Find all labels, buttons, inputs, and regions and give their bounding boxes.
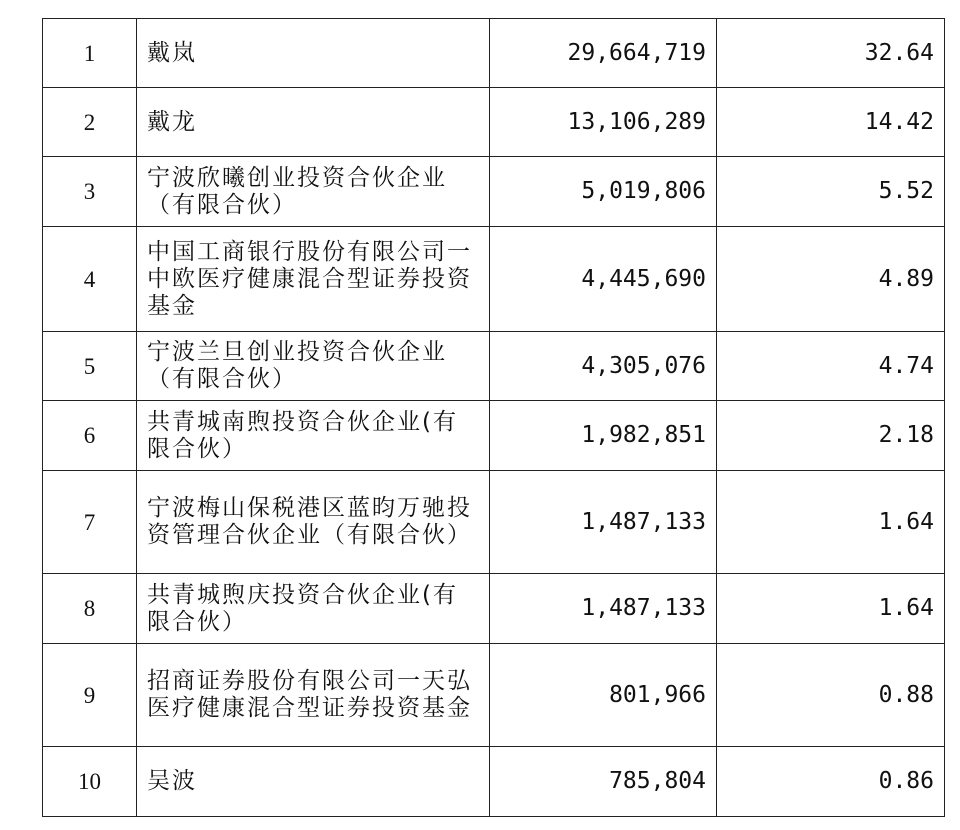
table-row <box>43 644 945 747</box>
percentage-cell: 2.18 <box>717 401 945 471</box>
rank-cell: 7 <box>43 471 137 574</box>
percentage-cell: 1.64 <box>717 574 945 644</box>
rank-cell: 1 <box>43 19 137 88</box>
rank-cell: 4 <box>43 227 137 332</box>
share-count-cell: 1,982,851 <box>490 401 717 471</box>
holder-name-cell: 宁波欣曦创业投资合伙企业（有限合伙） <box>137 157 490 227</box>
table-row <box>43 88 945 157</box>
table-row <box>43 574 945 644</box>
rank-cell: 2 <box>43 88 137 157</box>
rank-cell: 8 <box>43 574 137 644</box>
rank-cell: 5 <box>43 332 137 401</box>
table-row <box>43 227 945 332</box>
percentage-cell: 0.86 <box>717 747 945 817</box>
table-row <box>43 332 945 401</box>
holder-name-cell: 吴波 <box>137 747 490 817</box>
share-count-cell: 13,106,289 <box>490 88 717 157</box>
percentage-cell: 1.64 <box>717 471 945 574</box>
percentage-cell: 5.52 <box>717 157 945 227</box>
share-count-cell: 1,487,133 <box>490 574 717 644</box>
shareholder-table <box>42 18 945 817</box>
share-count-cell: 4,305,076 <box>490 332 717 401</box>
share-count-cell: 801,966 <box>490 644 717 747</box>
share-count-cell: 785,804 <box>490 747 717 817</box>
holder-name-cell: 宁波兰旦创业投资合伙企业（有限合伙） <box>137 332 490 401</box>
shareholder-table-body <box>43 19 945 817</box>
table-row <box>43 747 945 817</box>
share-count-cell: 4,445,690 <box>490 227 717 332</box>
holder-name-cell: 宁波梅山保税港区蓝昀万驰投资管理合伙企业（有限合伙） <box>137 471 490 574</box>
share-count-cell: 29,664,719 <box>490 19 717 88</box>
holder-name-cell: 招商证券股份有限公司一天弘医疗健康混合型证券投资基金 <box>137 644 490 747</box>
rank-cell: 6 <box>43 401 137 471</box>
holder-name-cell: 中国工商银行股份有限公司一中欧医疗健康混合型证券投资基金 <box>137 227 490 332</box>
table-row <box>43 19 945 88</box>
percentage-cell: 0.88 <box>717 644 945 747</box>
holder-name-cell: 共青城南煦投资合伙企业(有限合伙） <box>137 401 490 471</box>
table-row <box>43 471 945 574</box>
percentage-cell: 32.64 <box>717 19 945 88</box>
table-row <box>43 157 945 227</box>
share-count-cell: 1,487,133 <box>490 471 717 574</box>
rank-cell: 10 <box>43 747 137 817</box>
table-row <box>43 401 945 471</box>
holder-name-cell: 戴龙 <box>137 88 490 157</box>
rank-cell: 9 <box>43 644 137 747</box>
share-count-cell: 5,019,806 <box>490 157 717 227</box>
percentage-cell: 4.89 <box>717 227 945 332</box>
percentage-cell: 4.74 <box>717 332 945 401</box>
holder-name-cell: 共青城煦庆投资合伙企业(有限合伙） <box>137 574 490 644</box>
rank-cell: 3 <box>43 157 137 227</box>
percentage-cell: 14.42 <box>717 88 945 157</box>
holder-name-cell: 戴岚 <box>137 19 490 88</box>
